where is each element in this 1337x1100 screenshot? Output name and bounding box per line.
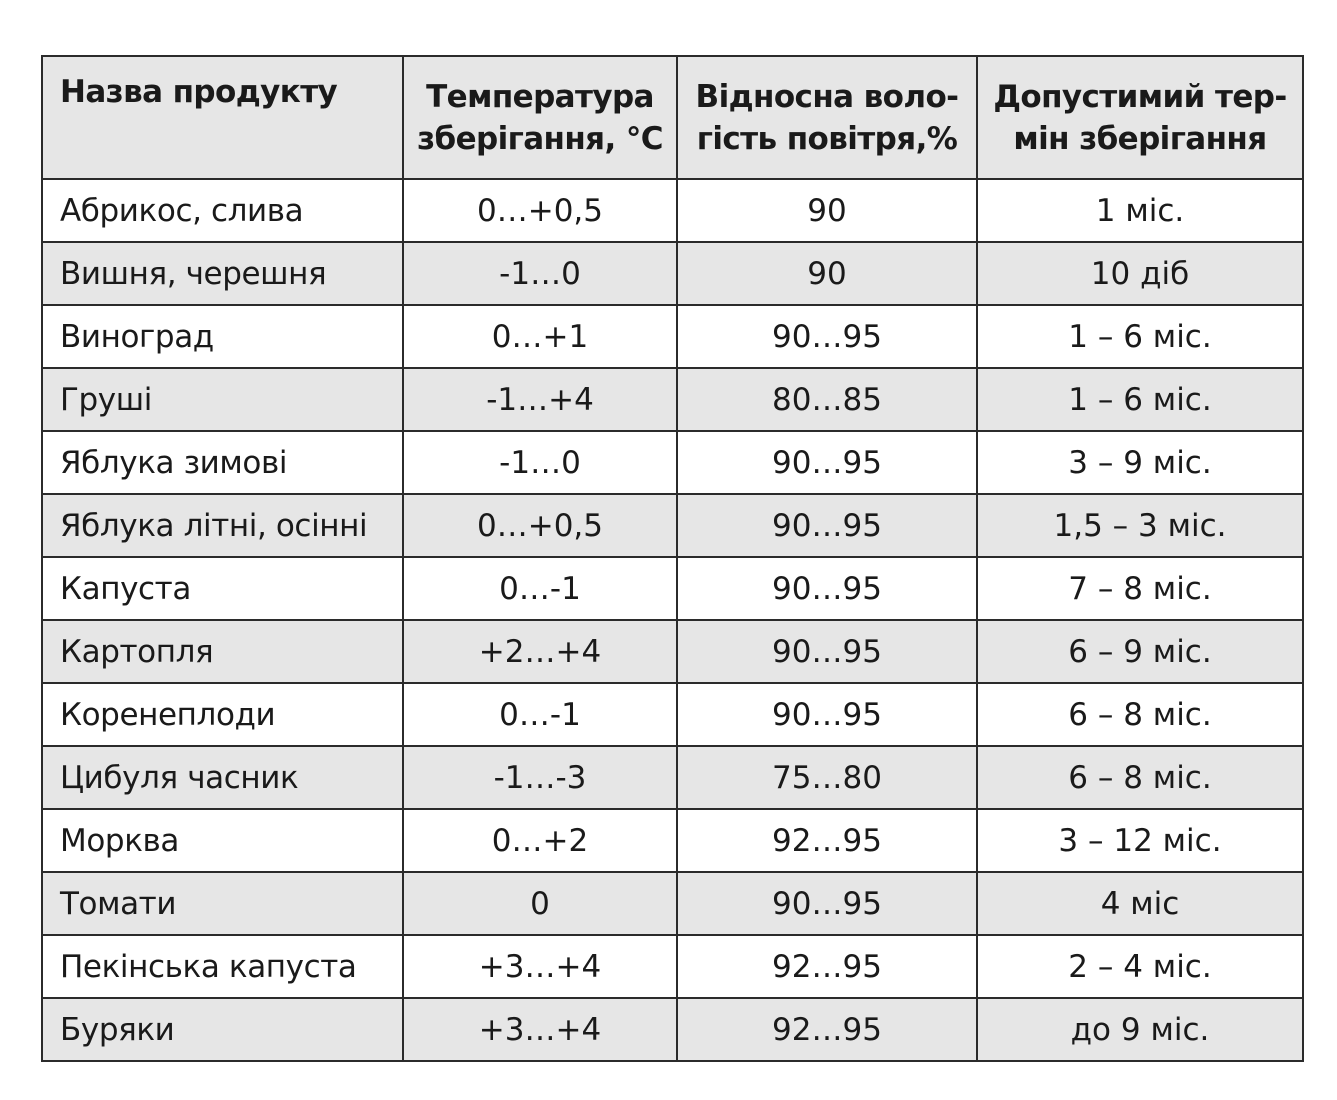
header-storage-temperature xyxy=(403,56,677,179)
cell-storage-temperature: 0…+0,5 xyxy=(403,179,677,242)
table-row xyxy=(42,557,1303,620)
header-line: мін зберігання xyxy=(1013,120,1267,157)
cell-product-name: Вишня, черешня xyxy=(42,242,403,305)
header-line: Допустимий тер- xyxy=(993,78,1287,115)
cell-storage-temperature: +2…+4 xyxy=(403,620,677,683)
cell-storage-term: 4 міс xyxy=(977,872,1303,935)
cell-product-name: Абрикос, слива xyxy=(42,179,403,242)
table-row xyxy=(42,872,1303,935)
cell-storage-term: 3 – 9 міс. xyxy=(977,431,1303,494)
cell-relative-humidity: 90…95 xyxy=(677,305,977,368)
storage-conditions-table xyxy=(41,55,1304,1062)
header-line: Температура xyxy=(426,78,654,115)
cell-product-name: Буряки xyxy=(42,998,403,1061)
cell-product-name: Картопля xyxy=(42,620,403,683)
table-row xyxy=(42,683,1303,746)
cell-product-name: Капуста xyxy=(42,557,403,620)
cell-storage-temperature: -1…0 xyxy=(403,242,677,305)
cell-product-name: Цибуля часник xyxy=(42,746,403,809)
header-line: зберігання, °С xyxy=(417,120,663,157)
table-row xyxy=(42,746,1303,809)
header-line: гість повітря,% xyxy=(696,120,958,157)
header-line: Назва продукту xyxy=(60,74,338,110)
header-line: Відносна воло- xyxy=(695,78,959,115)
header-product-name xyxy=(42,56,403,179)
cell-storage-temperature: +3…+4 xyxy=(403,935,677,998)
cell-storage-temperature: 0…+0,5 xyxy=(403,494,677,557)
cell-storage-temperature: 0…+2 xyxy=(403,809,677,872)
cell-storage-term: 6 – 8 міс. xyxy=(977,683,1303,746)
cell-storage-term: 7 – 8 міс. xyxy=(977,557,1303,620)
cell-relative-humidity: 90…95 xyxy=(677,431,977,494)
table-row xyxy=(42,935,1303,998)
table-row xyxy=(42,305,1303,368)
cell-relative-humidity: 90 xyxy=(677,242,977,305)
cell-storage-temperature: 0…+1 xyxy=(403,305,677,368)
table-row xyxy=(42,368,1303,431)
cell-product-name: Пекінська капуста xyxy=(42,935,403,998)
table-row xyxy=(42,809,1303,872)
header-relative-humidity xyxy=(677,56,977,179)
cell-product-name: Коренеплоди xyxy=(42,683,403,746)
cell-storage-temperature: -1…0 xyxy=(403,431,677,494)
cell-relative-humidity: 90…95 xyxy=(677,683,977,746)
cell-storage-term: 2 – 4 міс. xyxy=(977,935,1303,998)
cell-storage-temperature: -1…-3 xyxy=(403,746,677,809)
cell-storage-term: 1 – 6 міс. xyxy=(977,305,1303,368)
cell-relative-humidity: 92…95 xyxy=(677,998,977,1061)
cell-relative-humidity: 75…80 xyxy=(677,746,977,809)
cell-product-name: Виноград xyxy=(42,305,403,368)
cell-storage-temperature: 0…-1 xyxy=(403,683,677,746)
cell-relative-humidity: 90…95 xyxy=(677,620,977,683)
cell-storage-term: 10 діб xyxy=(977,242,1303,305)
cell-storage-temperature: -1…+4 xyxy=(403,368,677,431)
cell-relative-humidity: 92…95 xyxy=(677,809,977,872)
cell-storage-temperature: 0…-1 xyxy=(403,557,677,620)
cell-product-name: Томати xyxy=(42,872,403,935)
cell-relative-humidity: 90…95 xyxy=(677,557,977,620)
cell-product-name: Яблука зимові xyxy=(42,431,403,494)
cell-relative-humidity: 90 xyxy=(677,179,977,242)
cell-product-name: Морква xyxy=(42,809,403,872)
cell-storage-term: 3 – 12 міс. xyxy=(977,809,1303,872)
table-row xyxy=(42,431,1303,494)
table-header xyxy=(42,56,1303,179)
cell-storage-temperature: +3…+4 xyxy=(403,998,677,1061)
cell-storage-term: 1,5 – 3 міс. xyxy=(977,494,1303,557)
cell-relative-humidity: 90…95 xyxy=(677,872,977,935)
cell-storage-term: 6 – 8 міс. xyxy=(977,746,1303,809)
cell-relative-humidity: 92…95 xyxy=(677,935,977,998)
cell-storage-term: до 9 міс. xyxy=(977,998,1303,1061)
cell-relative-humidity: 90…95 xyxy=(677,494,977,557)
header-storage-term xyxy=(977,56,1303,179)
table-row xyxy=(42,242,1303,305)
cell-product-name: Груші xyxy=(42,368,403,431)
cell-storage-temperature: 0 xyxy=(403,872,677,935)
cell-relative-humidity: 80…85 xyxy=(677,368,977,431)
table-row xyxy=(42,998,1303,1061)
table-body xyxy=(42,179,1303,1061)
cell-storage-term: 1 – 6 міс. xyxy=(977,368,1303,431)
header-row xyxy=(42,56,1303,179)
table-row xyxy=(42,179,1303,242)
cell-storage-term: 6 – 9 міс. xyxy=(977,620,1303,683)
table-row xyxy=(42,620,1303,683)
cell-product-name: Яблука літні, осінні xyxy=(42,494,403,557)
cell-storage-term: 1 міс. xyxy=(977,179,1303,242)
table-row xyxy=(42,494,1303,557)
